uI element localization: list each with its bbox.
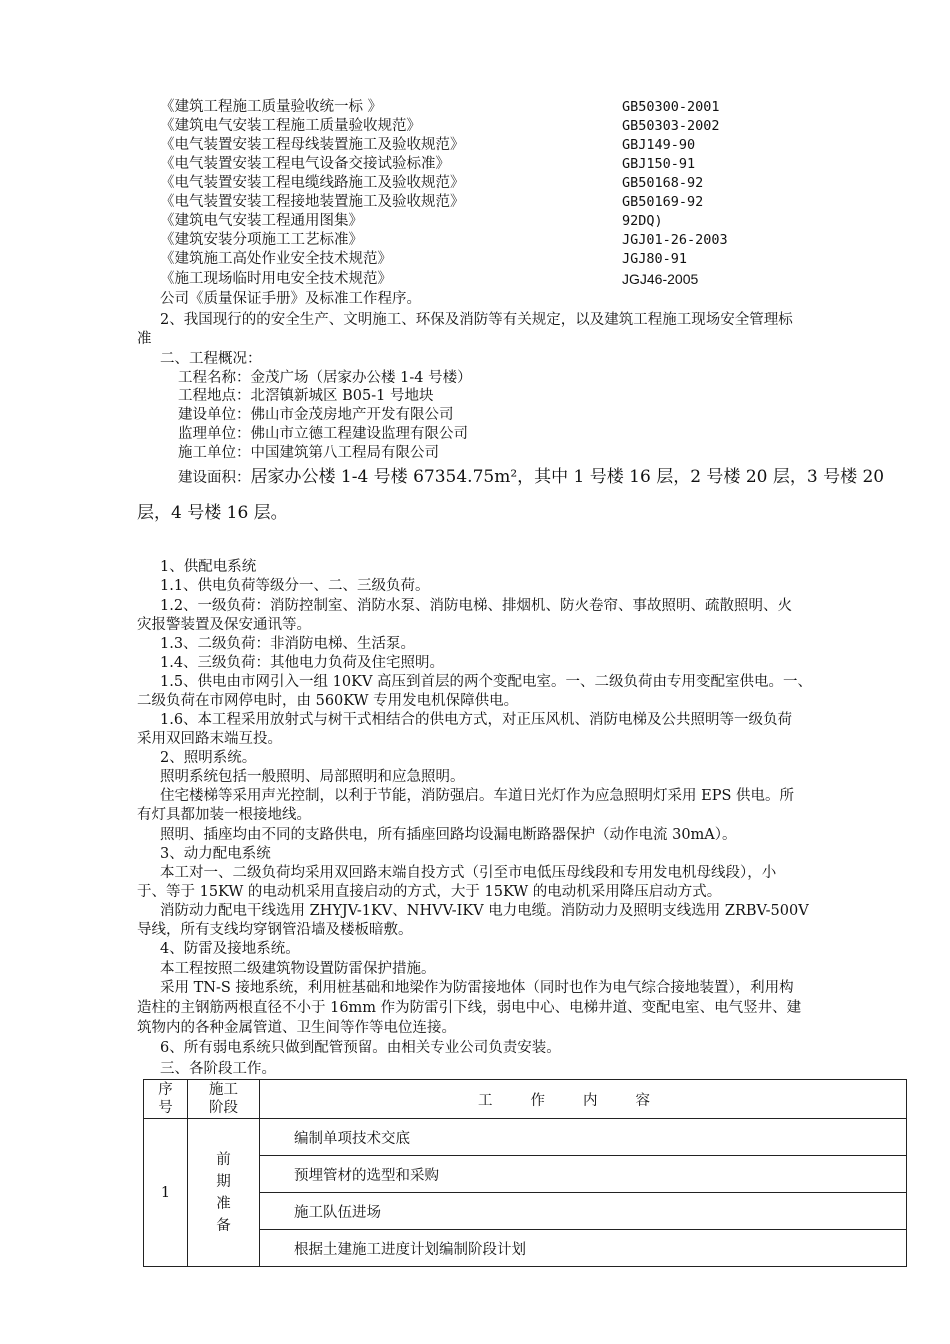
standard-code: GB50169-92 — [622, 194, 704, 210]
standard-item — [160, 212, 780, 231]
regulations-paragraph-cont: 准 — [137, 331, 152, 347]
stage-cell — [188, 1119, 260, 1267]
project-area — [178, 466, 884, 488]
standard-item — [160, 231, 780, 250]
standard-code: GB50300-2001 — [622, 99, 720, 115]
regulations-paragraph: 2、我国现行的的安全生产、文明施工、环保及消防等有关规定，以及建筑工程施工现场安全管理标 — [160, 312, 793, 328]
header-stage — [188, 1080, 260, 1119]
body-line: 筑物内的各种金属管道、卫生间等作等电位连接。 — [137, 1020, 456, 1036]
standard-name: 《电气装置安装工程母线装置施工及验收规范》 — [160, 137, 465, 153]
body-line: 有灯具都加装一根接地线。 — [137, 807, 311, 823]
standard-name: 《建筑工程施工质量验收统一标 》 — [160, 99, 383, 115]
table-row — [144, 1119, 907, 1156]
standard-code: GB50303-2002 — [622, 118, 720, 134]
standard-name: 《建筑电气安装工程通用图集》 — [160, 213, 363, 229]
body-line: 1.1、供电负荷等级分一、二、三级负荷。 — [160, 578, 430, 594]
stages-table — [143, 1079, 907, 1267]
stage-char: 前 — [216, 1151, 231, 1168]
standard-item — [160, 270, 780, 289]
body-line: 3、动力配电系统 — [160, 846, 271, 862]
standard-code: GBJ150-91 — [622, 156, 696, 172]
standard-item — [160, 174, 780, 193]
standard-name: 《建筑电气安装工程施工质量验收规范》 — [160, 118, 421, 134]
company-manual-line: 公司《质量保证手册》及标准工作程序。 — [160, 291, 421, 307]
body-line: 6、所有弱电系统只做到配管预留。由相关专业公司负责安装。 — [160, 1040, 561, 1056]
project-owner: 建设单位：佛山市金茂房地产开发有限公司 — [178, 407, 454, 423]
project-supervisor: 监理单位：佛山市立德工程建设监理有限公司 — [178, 426, 468, 442]
header-seq — [144, 1080, 188, 1119]
body-line: 2、照明系统。 — [160, 750, 257, 766]
standard-name: 《电气装置安装工程接地装置施工及验收规范》 — [160, 194, 465, 210]
body-line: 1.3、二级负荷：非消防电梯、生活泵。 — [160, 636, 416, 652]
standard-code: GBJ149-90 — [622, 137, 696, 153]
body-line: 照明系统包括一般照明、局部照明和应急照明。 — [160, 769, 465, 785]
standard-code: JGJ80-91 — [622, 251, 688, 267]
header-content: 工作内容 — [260, 1080, 907, 1119]
body-line: 1.6、本工程采用放射式与树干式相结合的供电方式，对正压风机、消防电梯及公共照明等一级负荷 — [160, 712, 793, 728]
body-line: 1、供配电系统 — [160, 559, 257, 575]
standard-item — [160, 117, 780, 136]
task-cell: 根据土建施工进度计划编制阶段计划 — [260, 1230, 907, 1267]
project-area-cont: 层，4 号楼 16 层。 — [137, 503, 288, 523]
body-line: 住宅楼梯等采用声光控制，以利于节能，消防强启。车道日光灯作为应急照明灯采用 EPS 供电。所 — [160, 788, 794, 804]
standard-name: 《建筑施工高处作业安全技术规范》 — [160, 251, 392, 267]
standard-code: GB50168-92 — [622, 175, 704, 191]
standard-item — [160, 98, 780, 117]
body-line: 造柱的主钢筋两根直径不小于 16mm 作为防雷引下线，弱电中心、电梯井道、变配电室、电气竖井、建 — [137, 1000, 802, 1016]
area-value: 居家办公楼 1-4 号楼 67354.75m²，其中 1 号楼 16 层，2 号楼 20 层，3 号楼 20 — [250, 467, 885, 487]
body-line: 于、等于 15KW 的电动机采用直接启动的方式，大于 15KW 的电动机采用降压启动方式。 — [137, 884, 722, 900]
stage-char: 准 — [216, 1195, 231, 1212]
body-line: 1.4、三级负荷：其他电力负荷及住宅照明。 — [160, 655, 445, 671]
standard-code: JGJ46-2005 — [622, 271, 699, 287]
standard-item — [160, 250, 780, 269]
task-cell: 施工队伍进场 — [260, 1193, 907, 1230]
standard-item — [160, 155, 780, 174]
body-line: 本工对一、二级负荷均采用双回路末端自投方式（引至市电低压母线段和专用发电机母线段），小 — [160, 865, 777, 881]
project-name: 工程名称：金茂广场（居家办公楼 1-4 号楼） — [178, 370, 472, 386]
standard-name: 《电气装置安装工程电缆线路施工及验收规范》 — [160, 175, 465, 191]
body-line: 采用 TN-S 接地系统，利用桩基础和地梁作为防雷接地体（同时也作为电气综合接地装置），利用构 — [160, 980, 794, 996]
body-line: 1.2、一级负荷：消防控制室、消防水泵、消防电梯、排烟机、防火卷帘、事故照明、疏散照明、火 — [160, 598, 793, 614]
stage-char: 期 — [216, 1173, 231, 1190]
body-line: 本工程按照二级建筑物设置防雷保护措施。 — [160, 961, 436, 977]
standard-item — [160, 193, 780, 212]
standard-name: 《建筑安装分项施工工艺标准》 — [160, 232, 363, 248]
standard-name: 《电气装置安装工程电气设备交接试验标准》 — [160, 156, 450, 172]
task-cell: 编制单项技术交底 — [260, 1119, 907, 1156]
header-seq-line: 序 — [158, 1082, 173, 1098]
row-number: 1 — [144, 1119, 188, 1267]
header-seq-line: 号 — [158, 1100, 173, 1116]
body-line: 采用双回路末端互投。 — [137, 731, 282, 747]
table-header-row — [144, 1080, 907, 1119]
standard-name: 《施工现场临时用电安全技术规范》 — [160, 271, 392, 287]
standard-code: JGJ01-26-2003 — [622, 232, 728, 248]
body-line: 三、各阶段工作。 — [160, 1061, 276, 1077]
body-line: 4、防雷及接地系统。 — [160, 941, 300, 957]
stage-char: 备 — [216, 1217, 231, 1234]
body-line: 导线，所有支线均穿钢管沿墙及楼板暗敷。 — [137, 922, 413, 938]
header-stage-line: 阶段 — [209, 1100, 238, 1116]
standard-code: 92DQ) — [622, 213, 663, 229]
area-label: 建设面积： — [178, 470, 251, 486]
overview-heading: 二、工程概况： — [160, 351, 262, 367]
header-stage-line: 施工 — [209, 1082, 238, 1098]
body-line: 消防动力配电干线选用 ZHYJV-1KV、NHVV-IKV 电力电缆。消防动力及照明支线选用 ZRBV-500V — [160, 903, 809, 919]
body-line: 照明、插座均由不同的支路供电，所有插座回路均设漏电断路器保护（动作电流 30mA）。 — [160, 827, 737, 843]
project-location: 工程地点：北滘镇新城区 B05-1 号地块 — [178, 388, 434, 404]
standard-item — [160, 136, 780, 155]
task-cell: 预埋管材的选型和采购 — [260, 1156, 907, 1193]
body-line: 灾报警装置及保安通讯等。 — [137, 617, 311, 633]
body-line: 二级负荷在市网停电时，由 560KW 专用发电机保障供电。 — [137, 693, 519, 709]
body-line: 1.5、供电由市网引入一组 10KV 高压到首层的两个变配电室。一、二级负荷由专用变配室供电。一、 — [160, 674, 813, 690]
project-contractor: 施工单位：中国建筑第八工程局有限公司 — [178, 445, 439, 461]
